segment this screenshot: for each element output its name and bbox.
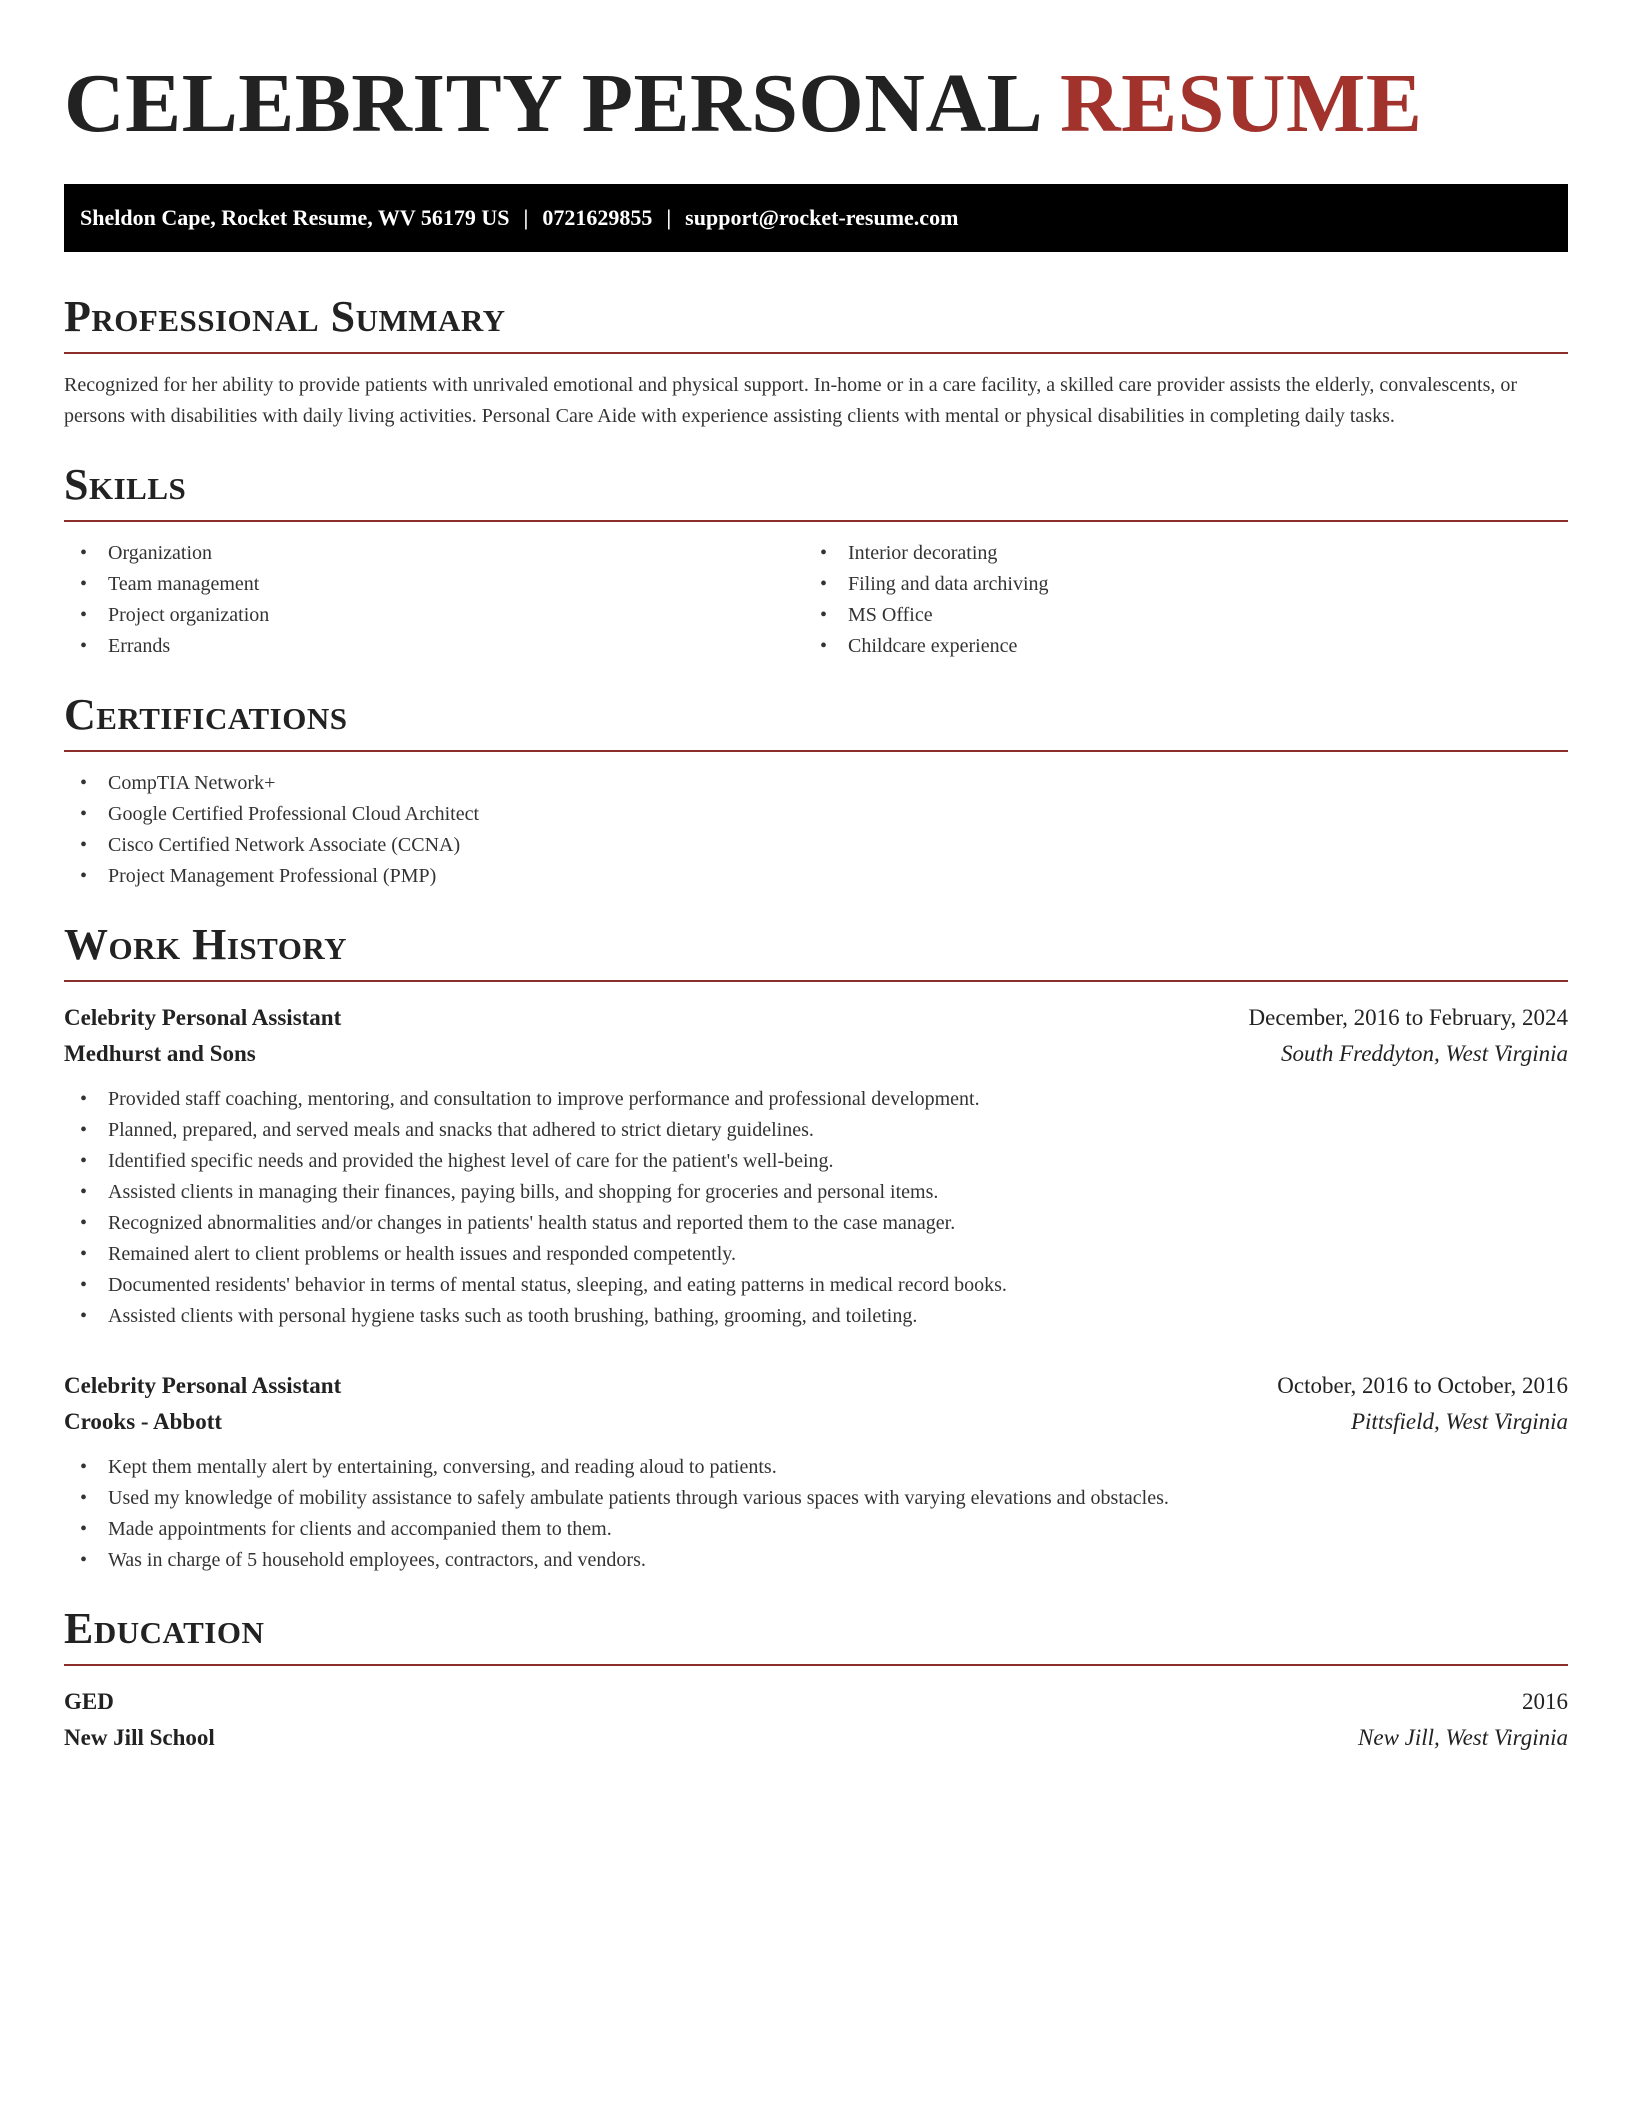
education-location: New Jill, West Virginia	[1358, 1725, 1568, 1750]
section-divider	[64, 1664, 1568, 1666]
education-degree-row	[64, 1684, 1568, 1720]
section-divider	[64, 750, 1568, 752]
skills-heading: Skills	[64, 460, 187, 509]
job-bullet: • Documented residents' behavior in terms of mental status, sleeping, and eating patterns in medical record books.	[64, 1270, 1568, 1301]
title-main: CELEBRITY PERSONAL	[64, 57, 1039, 150]
contact-phone: 0721629855	[542, 205, 653, 230]
section-divider	[64, 980, 1568, 982]
job-location: South Freddyton, West Virginia	[1280, 1041, 1568, 1066]
certification-item: • Project Management Professional (PMP)	[64, 861, 1568, 892]
certifications-section	[64, 692, 1568, 892]
summary-text: Recognized for her ability to provide patients with unrivaled emotional and physical support. In-home or in a care facility, a skilled care provider assists the elderly, convalescents, or persons with disabilities with daily living activities. Personal Care Aide with experience assisting clients with mental or physical disabilities in completing daily tasks.	[64, 374, 1518, 427]
job-bullet: • Planned, prepared, and served meals and snacks that adhered to strict dietary guidelines.	[64, 1115, 1568, 1146]
contact-bar	[64, 184, 1568, 252]
summary-section	[64, 294, 1568, 432]
skills-section	[64, 462, 1568, 662]
contact-separator: |	[666, 205, 672, 230]
certification-item: • CompTIA Network+	[64, 768, 1568, 799]
skill-item: • Errands	[64, 631, 804, 662]
job-company-row	[64, 1404, 1568, 1440]
summary-heading: Professional Summary	[64, 292, 506, 341]
skill-item: • Childcare experience	[804, 631, 1544, 662]
job-bullet: • Assisted clients in managing their finances, paying bills, and shopping for groceries and personal items.	[64, 1177, 1568, 1208]
job-dates: December, 2016 to February, 2024	[1248, 1005, 1568, 1030]
education-degree: GED	[64, 1689, 114, 1714]
certifications-heading: Certifications	[64, 690, 348, 739]
job-title: Celebrity Personal Assistant	[64, 1373, 342, 1398]
job-bullet: • Used my knowledge of mobility assistance to safely ambulate patients through various spaces with varying elevations and obstacles.	[64, 1483, 1568, 1514]
job-bullet: • Identified specific needs and provided the highest level of care for the patient's well-being.	[64, 1146, 1568, 1177]
contact-address: Sheldon Cape, Rocket Resume, WV 56179 US	[80, 205, 510, 230]
certification-item: • Google Certified Professional Cloud Architect	[64, 799, 1568, 830]
education-entry	[64, 1684, 1568, 1756]
job-bullet: • Was in charge of 5 household employees, contractors, and vendors.	[64, 1545, 1568, 1576]
title-accent: RESUME	[1059, 57, 1423, 150]
skill-item: • Filing and data archiving	[804, 569, 1544, 600]
work-history-heading: Work History	[64, 920, 348, 969]
skills-list-right	[804, 538, 1544, 662]
job-bullet: • Recognized abnormalities and/or changes in patients' health status and reported them to the case manager.	[64, 1208, 1568, 1239]
work-history-section	[64, 922, 1568, 1576]
education-school: New Jill School	[64, 1725, 215, 1750]
job-entry	[64, 1000, 1568, 1332]
job-bullets	[64, 1452, 1568, 1576]
education-section	[64, 1606, 1568, 1756]
job-company-row	[64, 1036, 1568, 1072]
contact-separator: |	[523, 205, 529, 230]
job-dates: October, 2016 to October, 2016	[1277, 1373, 1568, 1398]
contact-email: support@rocket-resume.com	[685, 205, 959, 230]
skills-columns	[64, 538, 1568, 662]
skill-item: • Project organization	[64, 600, 804, 631]
skill-item: • Organization	[64, 538, 804, 569]
job-bullet: • Remained alert to client problems or health issues and responded competently.	[64, 1239, 1568, 1270]
skill-item: • MS Office	[804, 600, 1544, 631]
education-school-row	[64, 1720, 1568, 1756]
job-header-row	[64, 1000, 1568, 1036]
section-divider	[64, 352, 1568, 354]
education-heading: Education	[64, 1604, 265, 1653]
section-divider	[64, 520, 1568, 522]
education-year: 2016	[1522, 1689, 1568, 1714]
job-company: Crooks - Abbott	[64, 1409, 223, 1434]
job-header-row	[64, 1368, 1568, 1404]
job-bullet: • Kept them mentally alert by entertaining, conversing, and reading aloud to patients.	[64, 1452, 1568, 1483]
certification-item: • Cisco Certified Network Associate (CCNA)	[64, 830, 1568, 861]
skill-item: • Team management	[64, 569, 804, 600]
job-bullet: • Made appointments for clients and accompanied them to them.	[64, 1514, 1568, 1545]
job-company: Medhurst and Sons	[64, 1041, 256, 1066]
job-location: Pittsfield, West Virginia	[1350, 1409, 1568, 1434]
job-bullet: • Assisted clients with personal hygiene tasks such as tooth brushing, bathing, grooming, and toileting.	[64, 1301, 1568, 1332]
job-title: Celebrity Personal Assistant	[64, 1005, 342, 1030]
job-entry	[64, 1368, 1568, 1576]
skills-list-left	[64, 538, 804, 662]
resume-title	[64, 56, 1568, 152]
skill-item: • Interior decorating	[804, 538, 1544, 569]
job-bullet: • Provided staff coaching, mentoring, and consultation to improve performance and professional development.	[64, 1084, 1568, 1115]
certifications-list	[64, 768, 1568, 892]
job-bullets	[64, 1084, 1568, 1332]
